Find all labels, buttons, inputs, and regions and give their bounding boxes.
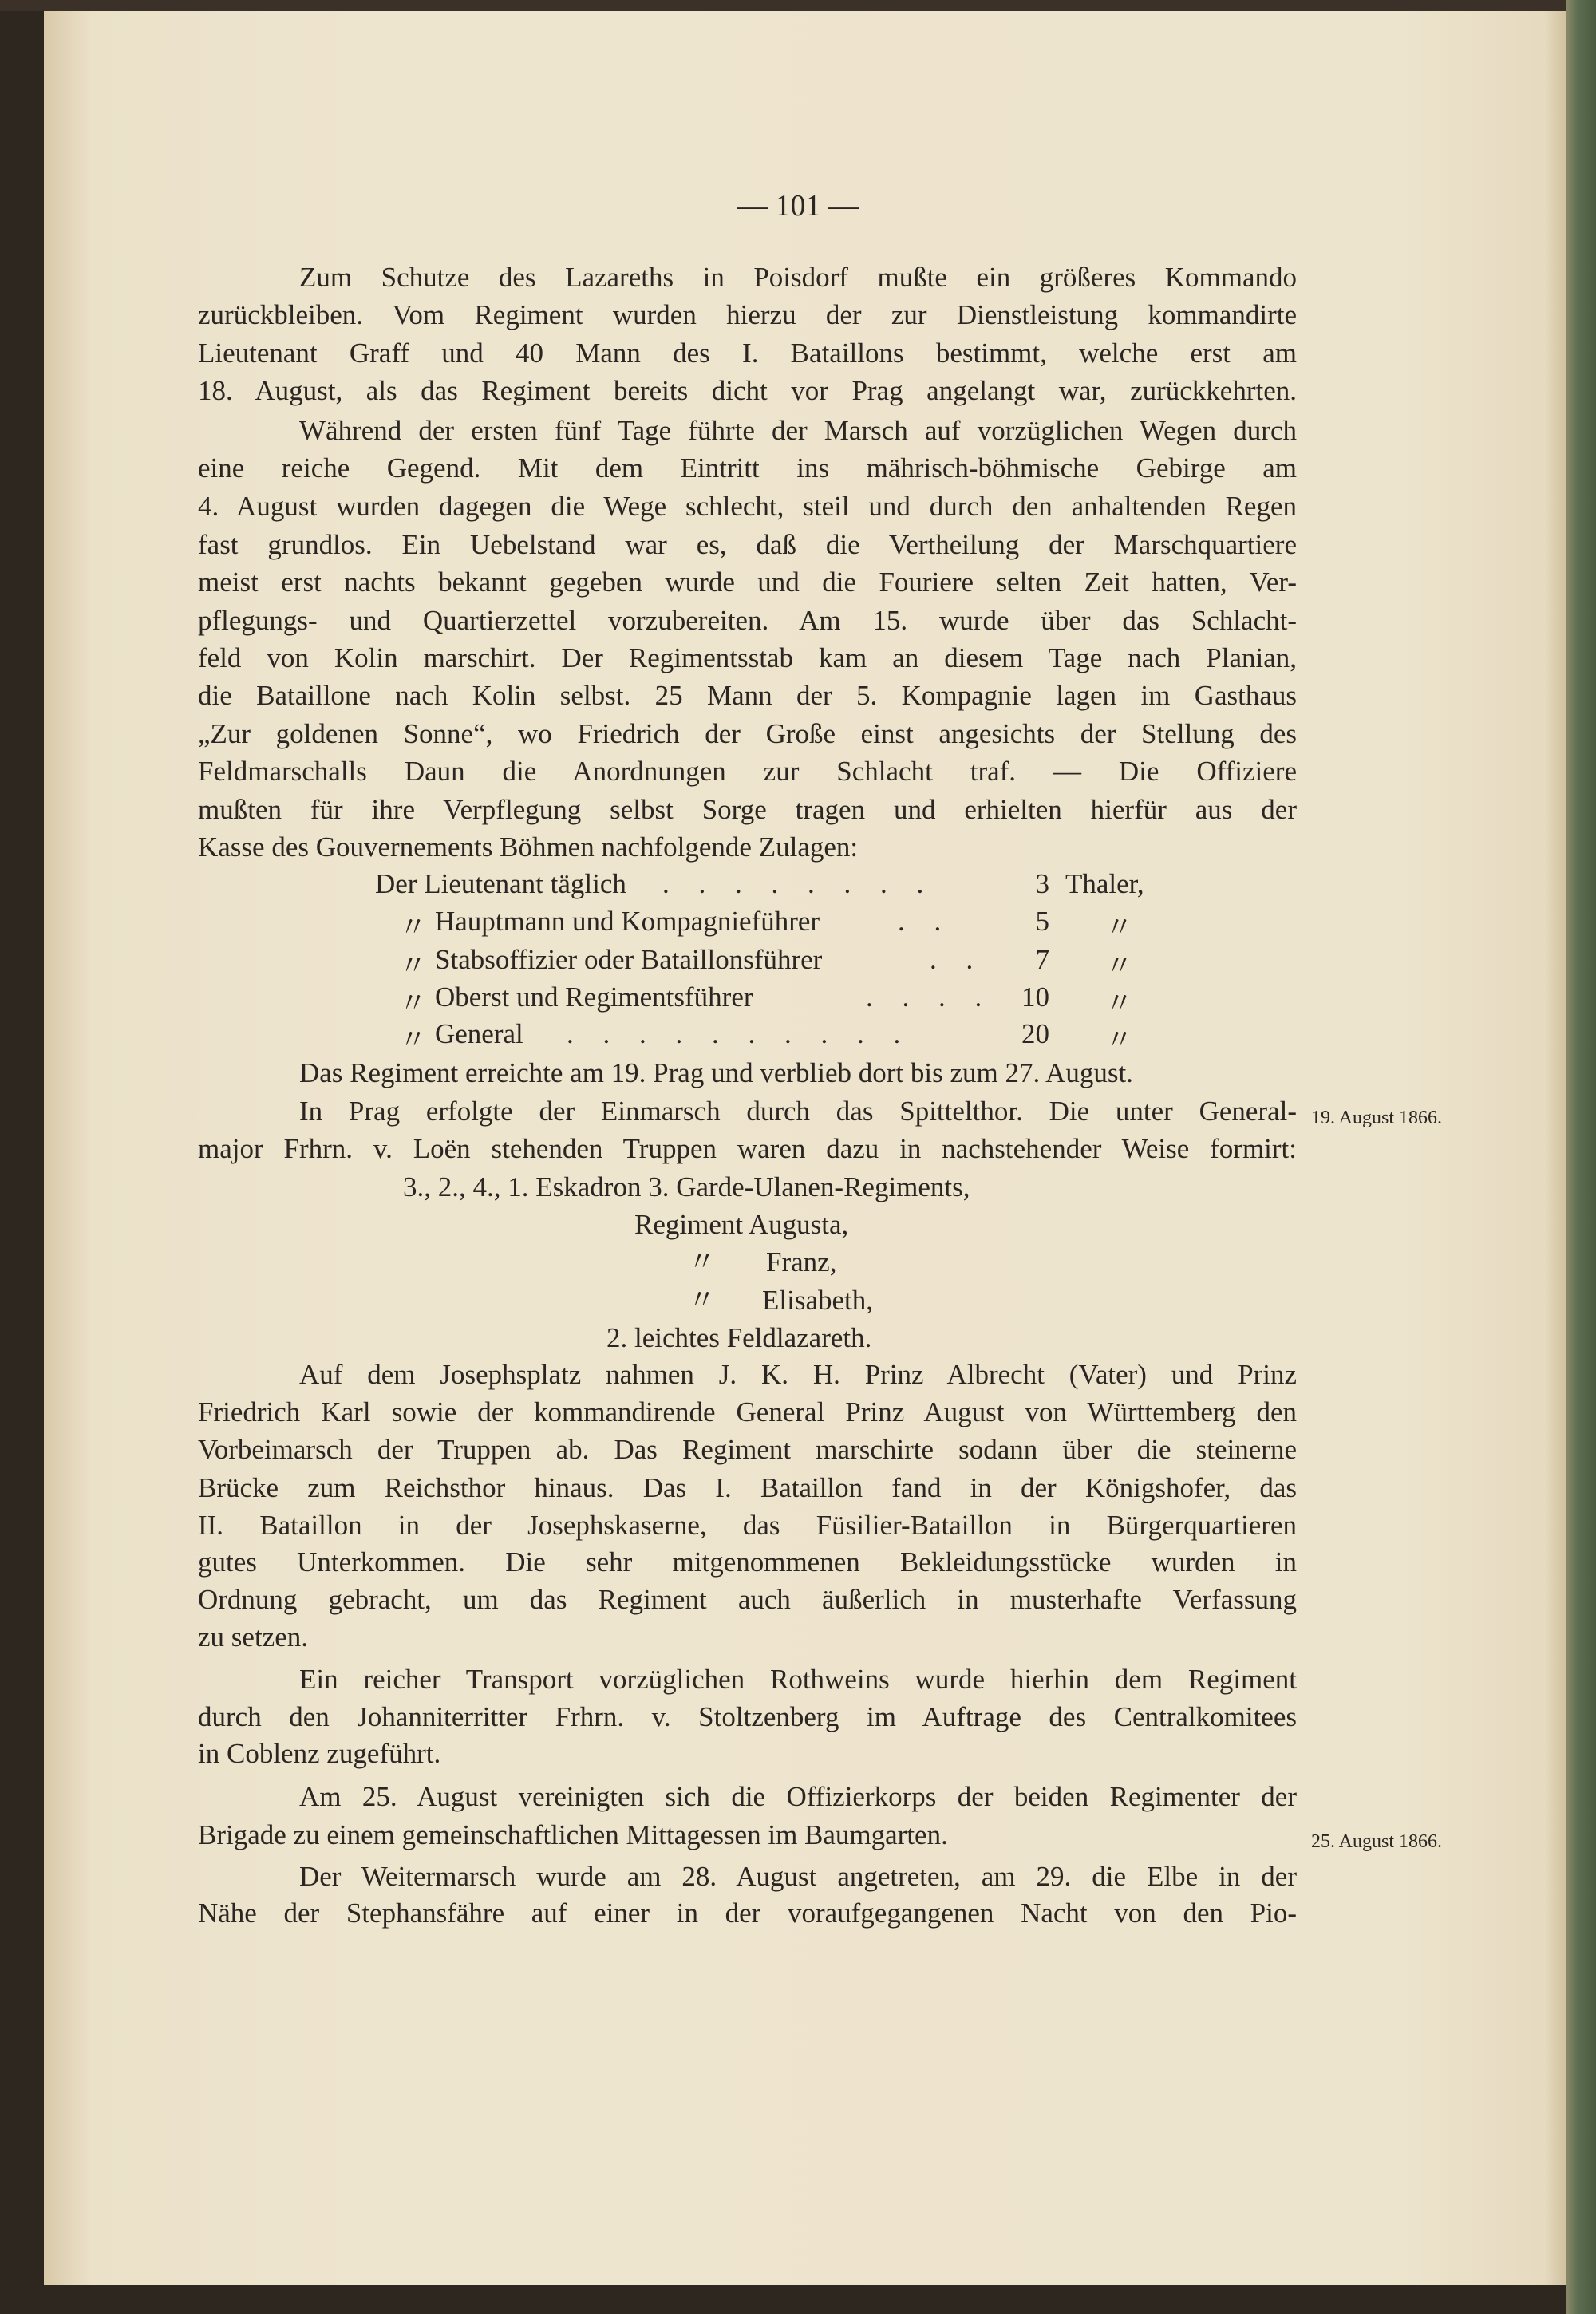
leader-dots: . . [898,906,953,937]
text-line: Während der ersten fünf Tage führte der Marsch auf vorzüglichen Wegen durch [299,415,1297,446]
text-line: pflegungs- und Quartierzettel vorzubereiten. Am 15. wurde über das Schlacht- [198,605,1297,636]
allowance-amount: 5 [1035,906,1049,937]
text-line: Brücke zum Reichsthor hinaus. Das I. Bataillon fand in der Königshofer, das [198,1472,1297,1503]
text-line: zu setzen. [198,1621,308,1653]
leader-dots: . . [930,944,985,975]
leader-dots: . . . . . . . . . . [567,1018,912,1049]
page-number: — 101 — [737,189,859,223]
book-spine [1566,0,1596,2314]
ditto-mark: 〃 [399,1025,428,1056]
margin-note-date: 19. August 1866. [1311,1108,1443,1128]
text-line: Der Weitermarsch wurde am 28. August angetreten, am 29. die Elbe in der [299,1861,1297,1892]
allowance-amount: 7 [1035,944,1049,975]
ditto-mark: 〃 [399,988,428,1019]
text-line: „Zur goldenen Sonne“, wo Friedrich der Große einst angesichts der Stellung des [198,718,1297,749]
text-line: Auf dem Josephsplatz nahmen J. K. H. Prinz Albrecht (Vater) und Prinz [299,1359,1297,1390]
leader-dots: . . . . [866,981,994,1013]
text-line: die Bataillone nach Kolin selbst. 25 Mann der 5. Kompagnie lagen im Gasthaus [198,680,1297,711]
text-line: Ordnung gebracht, um das Regiment auch äußerlich in musterhafte Verfassung [198,1584,1297,1615]
ditto-mark: 〃 [688,1246,717,1277]
formation-line: Franz, [766,1246,837,1277]
text-line: Brigade zu einem gemeinschaftlichen Mittagessen im Baumgarten. [198,1819,948,1850]
text-line: Feldmarschalls Daun die Anordnungen zur Schlacht traf. — Die Offiziere [198,756,1297,787]
ditto-mark: 〃 [688,1285,717,1316]
text-line: Vorbeimarsch der Truppen ab. Das Regiment marschirte sodann über die steinerne [198,1434,1297,1465]
text-line: Zum Schutze des Lazareths in Poisdorf mußte ein größeres Kommando [299,262,1297,293]
text-line: Am 25. August vereinigten sich die Offizierkorps der beiden Regimenter der [299,1781,1297,1812]
text-line: Lieutenant Graff und 40 Mann des I. Bataillons bestimmt, welche erst am [198,338,1297,369]
leader-dots: . . . . . . . . [662,868,935,899]
text-line: Friedrich Karl sowie der kommandirende General Prinz August von Württemberg den [198,1396,1297,1427]
text-line: mußten für ihre Verpflegung selbst Sorge tragen und erhielten hierfür aus der [198,794,1297,825]
allowance-rank: Der Lieutenant täglich [375,868,626,899]
text-line: zurückbleiben. Vom Regiment wurden hierzu der zur Dienstleistung kommandirte [198,299,1297,330]
allowance-unit: Thaler, [1065,868,1144,899]
text-line: meist erst nachts bekannt gegeben wurde und die Fouriere selten Zeit hatten, Ver- [198,567,1297,598]
text-line: Nähe der Stephansfähre auf einer in der voraufgegangenen Nacht von den Pio- [198,1897,1297,1929]
formation-line: Elisabeth, [762,1285,873,1316]
text-line: In Prag erfolgte der Einmarsch durch das Spittelthor. Die unter General- [299,1096,1297,1127]
text-line: fast grundlos. Ein Uebelstand war es, daß die Vertheilung der Marschquartiere [198,529,1297,560]
text-line: in Coblenz zugeführt. [198,1738,441,1769]
text-line: durch den Johanniterritter Frhrn. v. Stoltzenberg im Auftrage des Centralkomitees [198,1701,1297,1732]
formation-line: Regiment Augusta, [634,1209,849,1240]
text-line: eine reiche Gegend. Mit dem Eintritt ins mährisch-böhmische Gebirge am [198,452,1297,484]
formation-line: 3., 2., 4., 1. Eskadron 3. Garde-Ulanen-Regiments, [403,1171,970,1202]
allowance-amount: 3 [1035,868,1049,899]
text-line: Ein reicher Transport vorzüglichen Rothweins wurde hierhin dem Regiment [299,1664,1297,1695]
allowance-amount: 20 [1021,1018,1049,1049]
scan-top-edge [0,0,1596,11]
text-line: gutes Unterkommen. Die sehr mitgenommenen Bekleidungsstücke wurden in [198,1546,1297,1578]
allowance-unit: 〃 [1105,988,1134,1019]
text-line: feld von Kolin marschirt. Der Regimentsstab kam an diesem Tage nach Planian, [198,642,1297,673]
ditto-mark: 〃 [399,912,428,943]
margin-note-date: 25. August 1866. [1311,1831,1443,1852]
allowance-rank: Hauptmann und Kompagnieführer [435,906,820,937]
text-line: 4. August wurden dagegen die Wege schlecht, steil und durch den anhaltenden Regen [198,491,1297,522]
allowance-rank: Oberst und Regimentsführer [435,981,753,1013]
allowance-unit: 〃 [1105,1025,1134,1056]
formation-line: 2. leichtes Feldlazareth. [606,1322,872,1353]
ditto-mark: 〃 [399,950,428,981]
allowance-rank: General [435,1018,523,1049]
text-line: major Frhrn. v. Loën stehenden Truppen waren dazu in nachstehender Weise formirt: [198,1133,1297,1164]
allowance-amount: 10 [1021,981,1049,1013]
text-line: Kasse des Gouvernements Böhmen nachfolgende Zulagen: [198,831,859,863]
allowance-unit: 〃 [1105,950,1134,981]
text-line: 18. August, als das Regiment bereits dicht vor Prag angelangt war, zurückkehrten. [198,375,1297,406]
text-line: II. Bataillon in der Josephskaserne, das Füsilier-Bataillon in Bürgerquartieren [198,1510,1297,1541]
allowance-rank: Stabsoffizier oder Bataillonsführer [435,944,823,975]
allowance-unit: 〃 [1105,912,1134,943]
text-line: Das Regiment erreichte am 19. Prag und verblieb dort bis zum 27. August. [299,1057,1133,1088]
